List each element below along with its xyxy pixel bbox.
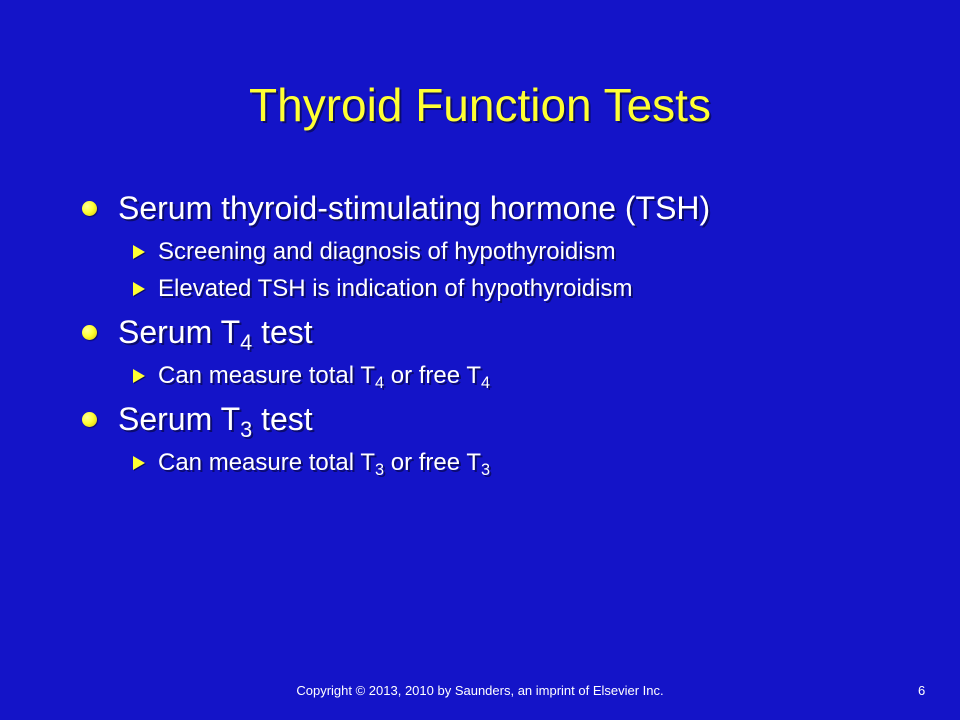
bullet-label: Serum thyroid-stimulating hormone (TSH) — [118, 189, 711, 226]
round-bullet-icon — [82, 201, 97, 216]
sub-bullet-item — [82, 270, 912, 307]
sub-bullet-item — [82, 357, 912, 394]
sub-bullet-label-text: or free T — [384, 448, 482, 476]
copyright-footer: Copyright © 2013, 2010 by Saunders, an imprint of Elsevier Inc. — [296, 683, 664, 698]
round-bullet-icon — [82, 412, 97, 427]
slide-title-text: Thyroid Function Tests — [249, 79, 711, 131]
subscript: 3 — [375, 460, 385, 479]
bullet-label-text: Serum T — [118, 400, 241, 437]
bullet-label — [118, 400, 313, 442]
sub-bullet-item — [82, 233, 912, 270]
arrowhead-bullet-icon — [133, 456, 145, 470]
subscript: 4 — [375, 373, 385, 392]
round-bullet-icon — [82, 325, 97, 340]
subscript: 3 — [240, 416, 253, 442]
sub-bullet-label-text: or free T — [384, 361, 482, 389]
sub-bullet-item — [82, 444, 912, 481]
sub-bullet-label-text: Can measure total T — [158, 361, 375, 389]
arrowhead-bullet-icon — [133, 369, 145, 383]
sub-bullet-label — [158, 362, 490, 390]
bullet-item — [82, 394, 912, 444]
bullet-label-text: test — [252, 313, 313, 350]
subscript: 4 — [481, 373, 491, 392]
bullet-label — [118, 313, 313, 355]
bullet-item — [82, 307, 912, 357]
slide-title — [0, 73, 960, 137]
subscript: 3 — [481, 460, 491, 479]
page-number: 6 — [918, 683, 926, 698]
bullet-item — [82, 183, 912, 233]
bullet-label-text: Serum T — [118, 313, 241, 350]
sub-bullet-label: Elevated TSH is indication of hypothyroidism — [158, 274, 633, 302]
sub-bullet-label-text: Can measure total T — [158, 448, 375, 476]
sub-bullet-label — [158, 449, 490, 477]
bullet-label-text: test — [252, 400, 313, 437]
arrowhead-bullet-icon — [133, 245, 145, 259]
bullet-list — [82, 183, 912, 481]
subscript: 4 — [240, 329, 253, 355]
arrowhead-bullet-icon — [133, 282, 145, 296]
sub-bullet-label: Screening and diagnosis of hypothyroidism — [158, 237, 616, 265]
